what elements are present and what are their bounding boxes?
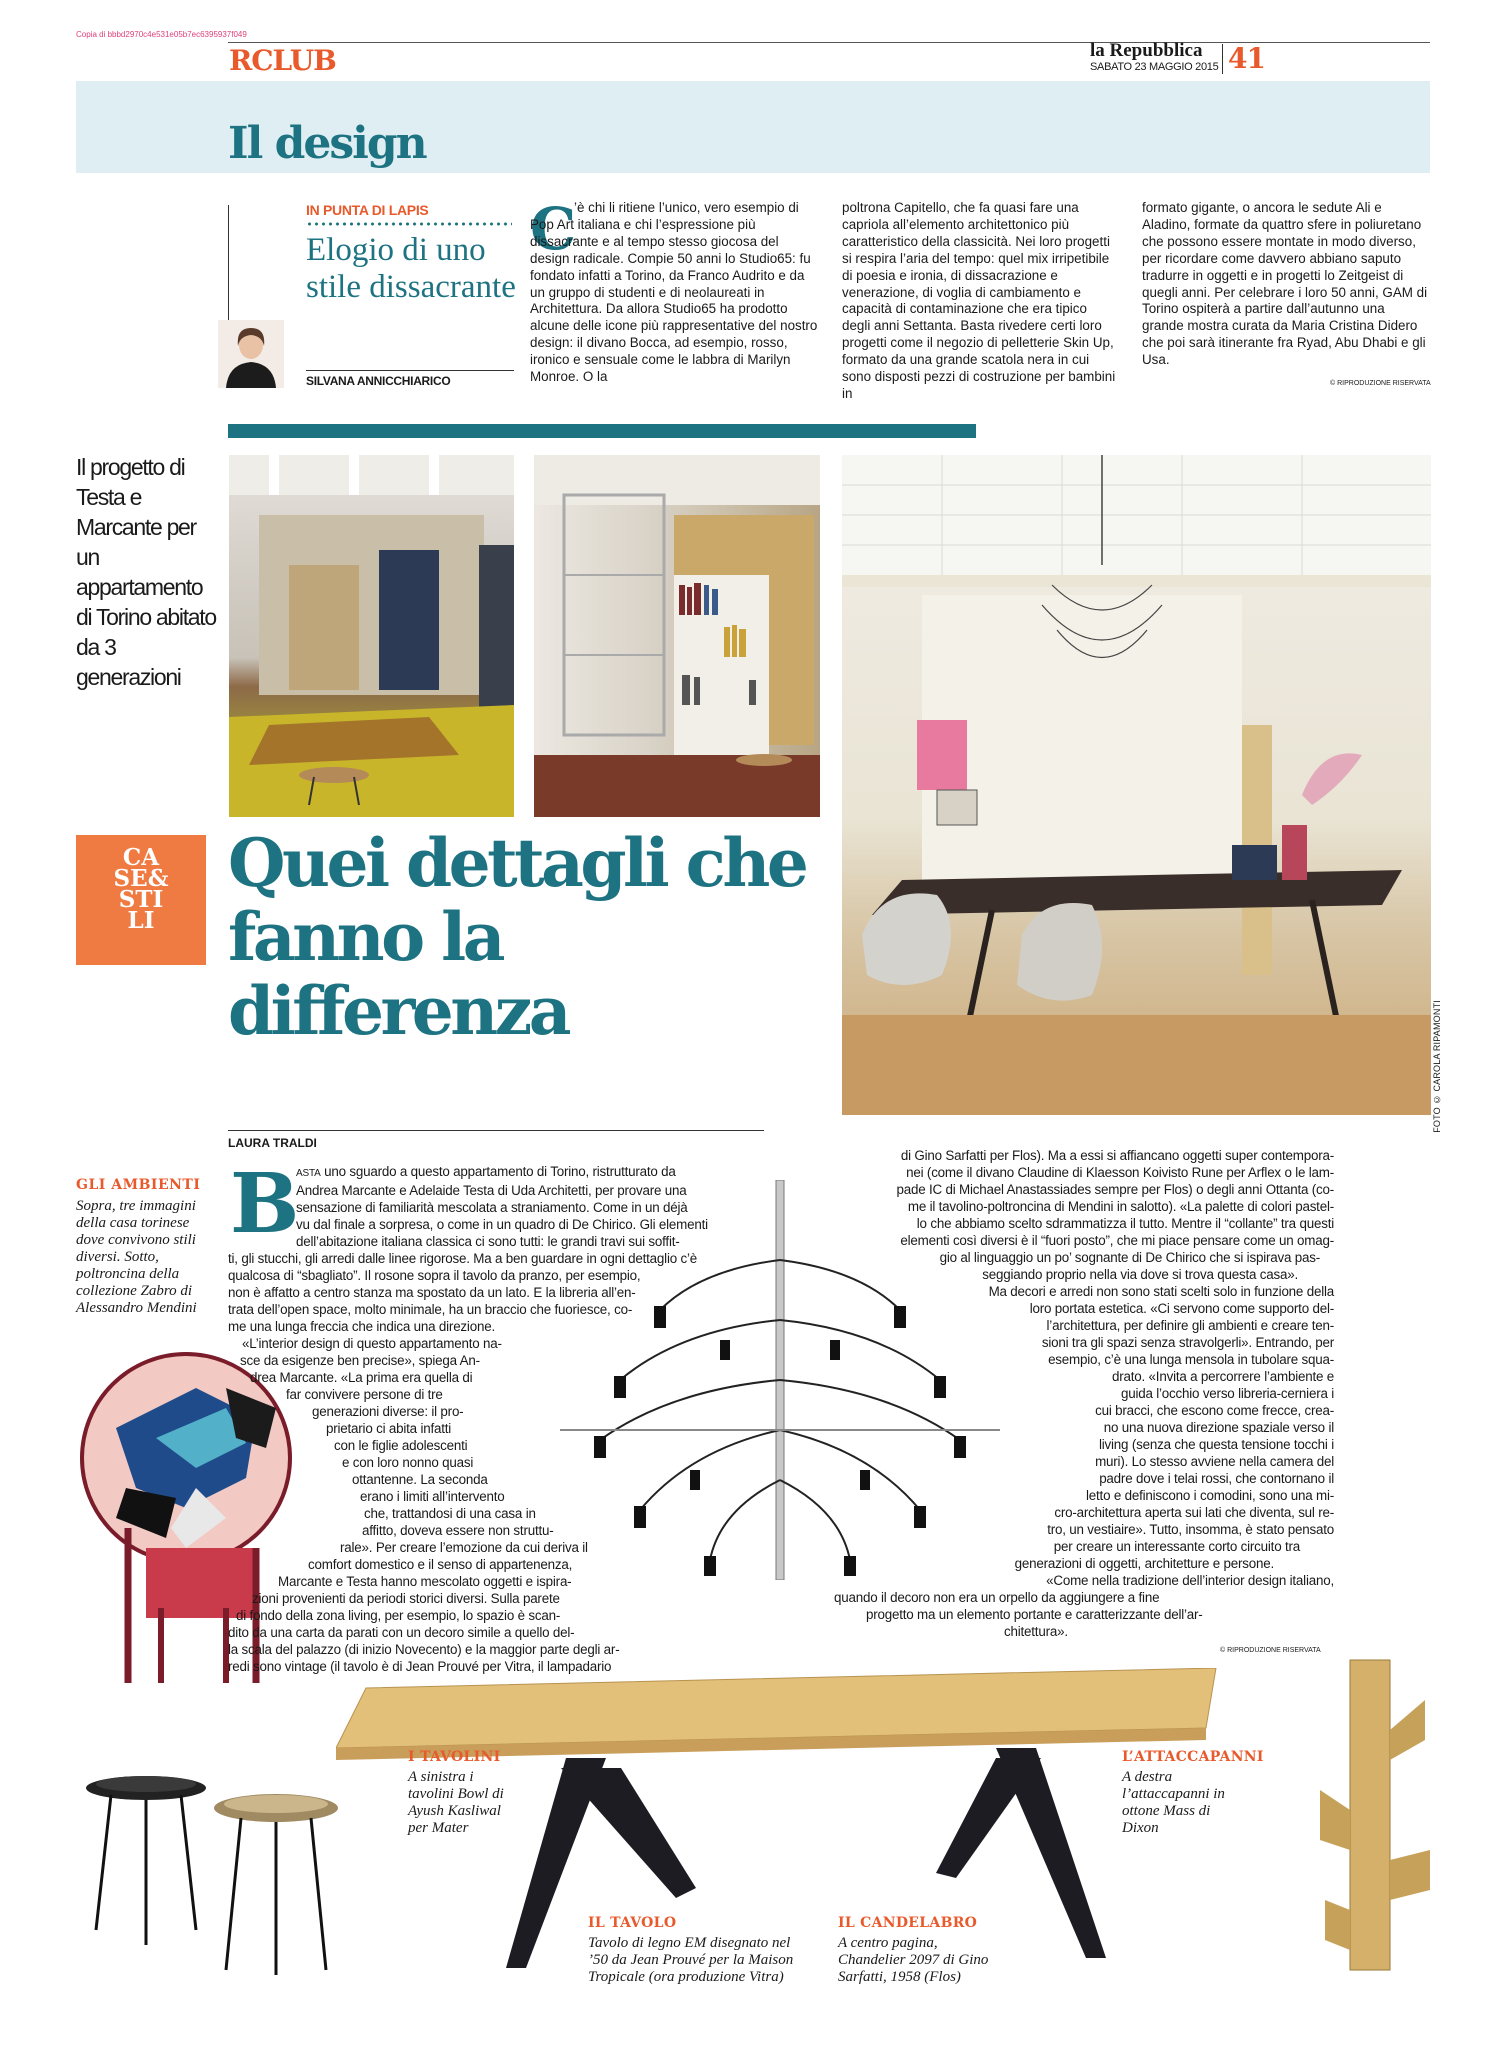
text-line: seggiando proprio nella via dove si trova questa casa».: [982, 1267, 1298, 1282]
text-line: ottantenne. La seconda: [352, 1472, 488, 1487]
text-line: generazioni di oggetti, architetture e persone.: [1014, 1556, 1274, 1571]
text-line: non è affatto a centro stanza ma spostato da un lato. E la libreria all’en-: [228, 1285, 636, 1300]
text-line: letto e definiscono i comodini, sono una mi-: [1086, 1488, 1334, 1503]
bookcase-photo: [534, 455, 820, 817]
dotted-separator: [306, 222, 512, 226]
text-line: loro portata estetica. «Ci servono come supporto del-: [1029, 1301, 1334, 1316]
text-line: la scala del palazzo (di inizio Novecento) e la maggior parte degli ar-: [228, 1642, 620, 1657]
text-line: chitettura».: [1004, 1624, 1068, 1639]
text-line: far convivere persone di tre: [286, 1387, 443, 1402]
living-room-photo: [229, 455, 514, 817]
text-line: Andrea Marcante e Adelaide Testa di Uda Architetti, per provare una: [296, 1183, 687, 1198]
column-paragraph: formato gigante, o ancora le sedute Ali e Aladino, formate da quattro sfere in poliuretano che possono essere montate in modo diverso, per ricordare come davvero abbiano saputo tradurre in oggetti e in progetti lo Zeitgeist di quegli anni. Per celebrare i loro 50 anni, GAM di Torino ospiterà a partire dall’autunno una grande mostra curata da Maria Cristina Didero che poi sarà itinerante fra Ryad, Abu Dhabi e gli Usa.: [1142, 200, 1428, 368]
text-line: comfort domestico e il senso di appartenenza,: [308, 1557, 573, 1572]
lead-smallcaps: ASTA: [296, 1168, 321, 1179]
feature-text-col-1: [228, 1156, 768, 1675]
text-line: ti, gli stucchi, gli arredi dalle linee rigorose. Ma a ben guardare in ogni dettaglio c’è: [228, 1251, 698, 1266]
copyright-note: © RIPRODUZIONE RISERVATA: [1330, 380, 1431, 387]
text-line: no una nuova direzione spaziale verso il: [1103, 1420, 1334, 1435]
column-text-3: [1142, 200, 1430, 369]
text-line: Ma decori e arredi non sono stati scelti solo in funzione della: [988, 1284, 1334, 1299]
text-line: sensazione di familiarità mescolata a straniamento. Come in un déjà: [296, 1200, 688, 1215]
text-line: me il tavolino-poltroncina di Mendini in salotto). «La palette di colori pastel-: [907, 1199, 1334, 1214]
text-line: sioni tra gli spazi senza stravolgerli». Entrando, per: [1041, 1335, 1334, 1350]
section-title: Il design: [228, 118, 426, 169]
text-line: sce da esigenze ben precise», spiega An-: [240, 1353, 480, 1368]
text-line: rale». Per creare l’emozione da cui deriva il: [340, 1540, 588, 1555]
column-paragraph: ’è chi li ritiene l’unico, vero esempio di Pop Art italiana e chi l’espressione più dissacrante e al tempo stesso giocosa del design radicale. Compie 50 anni lo Studio65: fu fondato infatti a Torino, da Franco Audrito e da un gruppo di studenti e di neolaureati in Architettura. Da allora Studio65 ha prodotto alcune delle icone più rappresentative del nostro design: il divano Bocca, ad esempio, rosso, ironico e sensuale come le labbra di Marilyn Monroe. O la: [530, 200, 818, 385]
feature-drop-cap: B: [230, 1156, 300, 1252]
section-label: RCLUB: [229, 44, 336, 77]
badge-line: STI: [118, 886, 164, 913]
caption-title-attaccapanni: L’ATTACCAPANNI: [1122, 1749, 1264, 1765]
badge-line: CA: [122, 844, 160, 871]
photo-credit: FOTO © CAROLA RIPAMONTI: [1432, 1000, 1442, 1133]
feature-text-col-2: [834, 1147, 1334, 1640]
text-line: cro-architettura aperta sui lati che diventa, sul re-: [1054, 1505, 1334, 1520]
text-line: pade IC di Michael Anastassiades sempre per Flos) o degli anni Ottanta (co-: [896, 1182, 1334, 1197]
text-line: «Come nella tradizione dell’interior design italiano,: [1046, 1573, 1334, 1588]
text-line: guida l’occhio verso libreria-cerniera i: [1120, 1386, 1334, 1401]
text-line: me una lunga freccia che indica una direzione.: [228, 1319, 495, 1334]
text-line: di fondo della zona living, per esempio, lo spazio è scan-: [236, 1608, 561, 1623]
text-line: «L’interior design di questo appartamento na-: [242, 1336, 502, 1351]
text-line: che, trattandosi di una casa in: [364, 1506, 536, 1521]
text-line: zioni provenienti da periodi storici diversi. Sulla parete: [252, 1591, 560, 1606]
text-line: dito da una carta da parati con un decoro simile a quello del-: [228, 1625, 575, 1640]
badge-line: LI: [127, 907, 155, 934]
caption-candelabro: A centro pagina, Chandelier 2097 di Gino Sarfatti, 1958 (Flos): [838, 1935, 989, 1985]
text-line: esempio, c’è una lunga mensola in tubolare squa-: [1048, 1352, 1334, 1367]
dining-room-photo: [842, 455, 1431, 1115]
text-line: e con loro nonno quasi: [342, 1455, 474, 1470]
feature-headline: Quei dettagli che fanno la differenza: [228, 824, 806, 1050]
author-portrait: [218, 320, 284, 388]
text-line: progetto ma un elemento portante e caratterizzante dell’ar-: [866, 1607, 1203, 1622]
column-author: SILVANA ANNICCHIARICO: [306, 374, 451, 388]
page-number: 41: [1228, 42, 1265, 75]
column-text-1: [530, 195, 820, 386]
byline-rule: [228, 1130, 764, 1131]
newspaper-name: la Repubblica: [1090, 40, 1203, 61]
text-line: padre dove i telai rossi, che contornano il: [1099, 1471, 1334, 1486]
caption-title-tavolini: I TAVOLINI: [408, 1749, 501, 1765]
text-line: elementi così diversi è il “fuori posto”, che mi piace pensare come un omag-: [900, 1233, 1334, 1248]
page-number-divider: [1222, 44, 1223, 74]
copy-id: Copia di bbbd2970c4e531e05b7ec6395937f049: [76, 30, 247, 39]
text-line: trata dell’open space, molto minimale, ha un braccio che fuoriesce, co-: [228, 1302, 633, 1317]
text-line: drato. «Invita a percorrere l’ambiente e: [1112, 1369, 1334, 1384]
caption-title-tavolo: IL TAVOLO: [588, 1915, 677, 1931]
text-line: gio al linguaggio un po’ sognante di De Chirico che si ispirava pas-: [939, 1250, 1320, 1265]
bowl-tables-image: [76, 1770, 346, 1980]
text-line: redi sono vintage (il tavolo è di Jean Prouvé per Vitra, il lampadario: [228, 1659, 612, 1674]
text-line: affitto, doveva essere non struttu-: [362, 1523, 554, 1538]
caption-ambienti: Sopra, tre immagini della casa torinese dove convivono stili diversi. Sotto, poltroncina della collezione Zabro di Alessandro Mendini: [76, 1198, 197, 1316]
text-line: con le figlie adolescenti: [334, 1438, 468, 1453]
caption-title-ambienti: GLI AMBIENTI: [76, 1177, 201, 1193]
text-line: qualcosa di “sbagliato”. Il rosone sopra il tavolo da pranzo, per esempio,: [228, 1268, 641, 1283]
text-line: prietario ci abita infatti: [326, 1421, 452, 1436]
text-line: cui bracci, che escono come frecce, crea-: [1095, 1403, 1334, 1418]
copyright-note: © RIPRODUZIONE RISERVATA: [1220, 1647, 1321, 1654]
text-line: generazioni diverse: il pro-: [312, 1404, 464, 1419]
caption-tavolini: A sinistra i tavolini Bowl di Ayush Kasliwal per Mater: [408, 1769, 504, 1836]
text-line: living (senza che questa tensione tocchi i: [1098, 1437, 1334, 1452]
column-kicker: IN PUNTA DI LAPIS: [306, 202, 429, 218]
text-line: ASTA uno sguardo a questo appartamento di Torino, ristrutturato da: [296, 1164, 676, 1179]
text-line: dell’abitazione italiana classica ci sono tutti: le grandi travi sui soffit-: [296, 1234, 680, 1249]
caption-attaccapanni: A destra l’attaccapanni in ottone Mass di Dixon: [1122, 1769, 1225, 1836]
text-line: tro, un vestiaire». Tutto, insomma, è stato pensato: [1047, 1522, 1334, 1537]
text-line: vu dal finale a sorpresa, o come in un quadro di De Chirico. Gli elementi: [296, 1217, 708, 1232]
byline-rule: [306, 370, 514, 371]
text-line: muri). Lo stesso avviene nella camera del: [1095, 1454, 1334, 1469]
column-text-2: [842, 200, 1117, 403]
issue-date: SABATO 23 MAGGIO 2015: [1090, 61, 1219, 73]
caption-title-candelabro: IL CANDELABRO: [838, 1915, 978, 1931]
text-line: l’architettura, per definire gli ambienti e creare ten-: [1046, 1318, 1334, 1333]
column-paragraph: poltrona Capitello, che fa quasi fare una capriola all’elemento architettonico più caratteristico della classicità. Nei loro progetti si respira l’aria del tempo: quel mix irripetibile di poesia e ironia, di dissacrazione e venerazione, di voglia di cambiamento e capacità di contaminazione che era tipico degli anni Settanta. Basta rivedere certi loro progetti come il negozio di pelletterie Skin Up, formato da una grande scatola nera in cui sono disposti pezzi di costruzione per bambini in: [842, 200, 1116, 401]
coat-stand-image: [1320, 1650, 1430, 1980]
feature-author: LAURA TRALDI: [228, 1136, 317, 1150]
teal-divider: [228, 424, 976, 438]
section-badge: [76, 835, 206, 965]
column-drop-cap: C: [530, 195, 577, 263]
text-line: quando il decoro non era un orpello da aggiungere a fine: [834, 1590, 1160, 1605]
feature-deck: Il progetto di Testa e Marcante per un appartamento di Torino abitato da 3 generazioni: [76, 454, 216, 690]
column-title: Elogio di uno stile dissacrante: [306, 232, 516, 305]
caption-tavolo: Tavolo di legno EM disegnato nel ’50 da Jean Prouvé per la Maison Tropicale (ora produzione Vitra): [588, 1935, 794, 1985]
text-line: drea Marcante. «La prima era quella di: [250, 1370, 473, 1385]
badge-line: SE&: [113, 865, 169, 892]
text-line: nei (come il divano Claudine di Klaesson Koivisto Rune per Arflex o le lam-: [906, 1165, 1334, 1180]
text-line: erano i limiti all’intervento: [360, 1489, 505, 1504]
text-line: Marcante e Testa hanno mescolato oggetti e ispira-: [278, 1574, 572, 1589]
text-line: di Gino Sarfatti per Flos). Ma a essi si affiancano oggetti super contempora-: [900, 1148, 1334, 1163]
text-line: per creare un interessante corto circuito tra: [1053, 1539, 1300, 1554]
text-line: lo che abbiamo scelto sdrammatizza il tutto. Mentre il “collante” tra questi: [916, 1216, 1334, 1231]
